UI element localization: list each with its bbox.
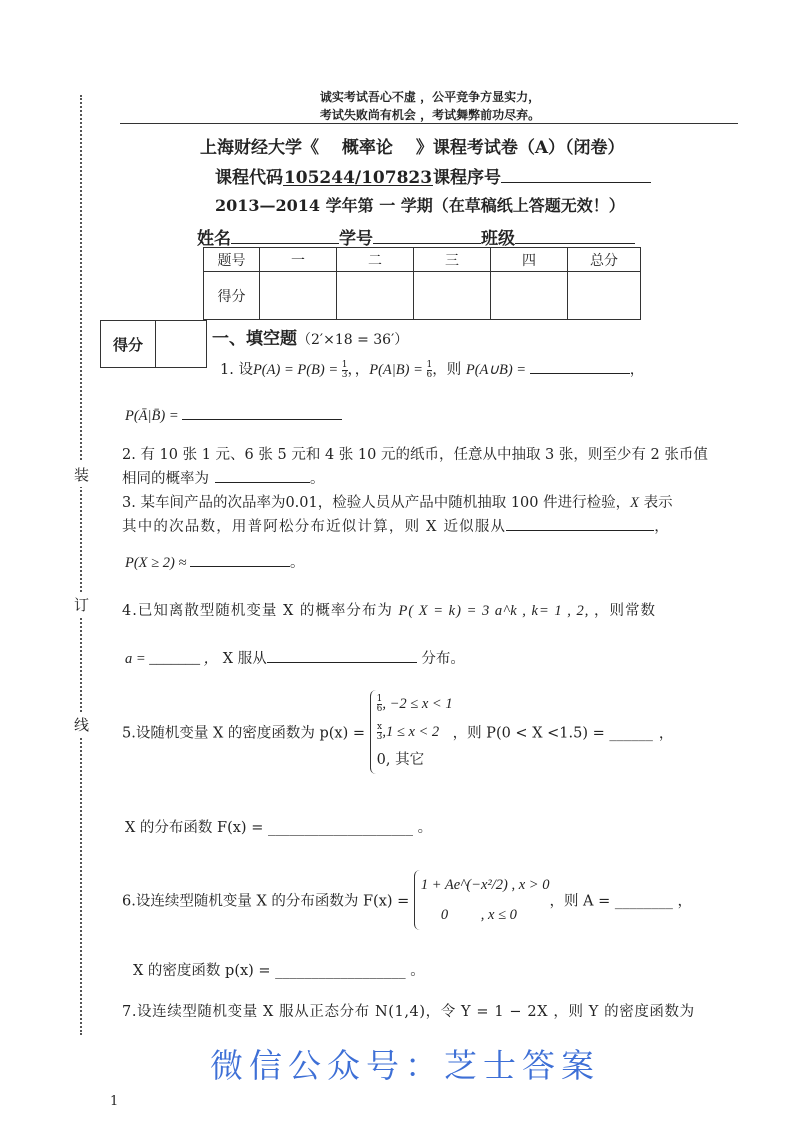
score-cell	[260, 272, 337, 320]
q1-text: ，则	[432, 362, 466, 378]
q3-text: 其中的次品数，用普阿松分布近似计算，则 X 近似服从	[122, 519, 507, 535]
q3-text: ，	[654, 519, 670, 535]
q6-piecewise	[414, 870, 550, 930]
score-cell	[568, 272, 641, 320]
motto-line-2: 考试失败尚有机会 ，考试舞弊前功尽弃。	[319, 108, 541, 122]
class-label: 班级	[481, 229, 515, 249]
question-2-line-1: 2. 有 10 张 1 元、6 张 5 元和 4 张 10 元的纸币，任意从中抽取 3 张，则至少有 2 张币值	[122, 447, 708, 463]
q4-answer-blank[interactable]	[267, 648, 417, 663]
q6-text: 6.设连续型随机变量 X 的分布函数为 F(x) =	[122, 893, 414, 910]
q2-text: 相同的概率为	[122, 471, 209, 487]
question-5	[122, 690, 673, 774]
name-label: 姓名	[197, 229, 231, 249]
q2-text: 。	[310, 471, 325, 487]
watermark: 微信公众号：芝士答案	[210, 1046, 600, 1085]
denominator: 6	[426, 369, 433, 380]
q3-math: P(X ≥ 2) ≈	[125, 555, 191, 571]
section-1-title: 一、填空题	[212, 329, 297, 349]
score-cell	[337, 272, 414, 320]
numerator: 1	[426, 359, 433, 370]
denominator: 6	[376, 703, 383, 714]
course-seq-label: 课程序号	[433, 168, 501, 188]
q3-answer-blank-2[interactable]	[190, 552, 290, 567]
header-cell: 四	[491, 248, 568, 272]
q5-case-2	[377, 718, 453, 746]
term-line: 2013—2014 学年第 一 学期（在草稿纸上答题无效！）	[215, 196, 625, 215]
q6-case-1: 1 + Ae^(−x²/2) , x > 0	[420, 877, 550, 893]
section-1-heading	[212, 324, 408, 349]
q1-math: P(A) = P(B) =	[252, 362, 342, 378]
course-code-text: 105244/107823	[283, 168, 433, 188]
binding-mark-ding: 订	[74, 592, 89, 617]
binding-mark-zhuang: 装	[74, 462, 89, 487]
question-3-line-2	[122, 515, 670, 536]
score-cell	[491, 272, 568, 320]
q2-answer-blank[interactable]	[215, 468, 310, 483]
question-4-line-2	[125, 647, 465, 668]
header-rule	[120, 123, 738, 124]
course-code-value	[283, 168, 433, 186]
question-3-line-1	[122, 491, 673, 512]
question-2-line-2	[122, 467, 325, 488]
q3-text: 表示	[638, 495, 673, 511]
header-cell: 总分	[568, 248, 641, 272]
q1-text: 1. 设	[220, 362, 253, 378]
name-field[interactable]	[231, 226, 339, 244]
course-code-line	[215, 163, 651, 188]
q3-answer-blank[interactable]	[506, 516, 654, 531]
numerator: 1	[341, 359, 348, 370]
q1-answer-blank[interactable]	[530, 359, 630, 374]
question-7: 7.设连续型随机变量 X 服从正态分布 N(1,4)，令 Y = 1 − 2X ，则 Y 的密度函数为	[122, 1004, 695, 1020]
score-table-row	[204, 272, 641, 320]
question-4-line-1	[122, 599, 656, 620]
case-text: , −2 ≤ x < 1	[382, 696, 453, 712]
denominator: 3	[376, 731, 383, 742]
exam-title: 上海财经大学《 概率论 》课程考试卷（A）（闭卷）	[200, 138, 625, 158]
header-cell: 一	[260, 248, 337, 272]
q4-math: a = _______ ，	[125, 651, 219, 667]
denominator: 3	[341, 369, 348, 380]
binding-dotted-line	[80, 95, 82, 1035]
question-6	[122, 870, 692, 930]
q5-piecewise	[370, 690, 453, 774]
motto-line-1: 诚实考试吾心不虚 ，公平竞争方显实力，	[319, 90, 541, 104]
q3-math: X	[630, 495, 639, 511]
question-1	[220, 358, 644, 380]
q4-text: 4.已知离散型随机变量 X 的概率分布为	[122, 603, 399, 619]
q4-formula: P( X = k) = 3 a^k , k= 1 , 2,	[398, 603, 595, 619]
q5-case-1	[377, 690, 453, 718]
q1-text: ，	[629, 362, 645, 378]
question-1-line-2	[125, 405, 342, 425]
q5-text: ，	[658, 725, 674, 742]
q1-math: P(Ā|B̄) =	[125, 408, 183, 424]
question-5-line-2: X 的分布函数 F(x) = ____________________ 。	[125, 820, 433, 836]
class-field[interactable]	[515, 226, 635, 244]
score-table-header	[204, 248, 641, 272]
numerator: 1	[376, 693, 383, 704]
q6-case-2: 0 , x ≤ 0	[440, 907, 517, 923]
q4-text: 分布。	[416, 651, 465, 667]
q6-text: ，则 A = ________ ，	[549, 893, 693, 910]
case-text: ,1 ≤ x < 2	[382, 724, 440, 740]
q5-text: ，则 P(0 < X <1.5) = ______	[452, 725, 653, 742]
id-label: 学号	[339, 229, 373, 249]
q3-text: 。	[290, 555, 305, 571]
header-cell: 三	[414, 248, 491, 272]
q4-text: ，则常数	[594, 603, 657, 619]
course-code-label: 课程代码	[215, 168, 283, 188]
student-info-line	[197, 224, 635, 249]
q3-text: 3. 某车间产品的次品率为0.01，检验人员从产品中随机抽取 100 件进行检验，	[122, 495, 631, 511]
q1-math: P(A|B) =	[369, 362, 427, 378]
section-1-points: （2′×18 = 36′）	[297, 332, 409, 348]
question-6-line-2: X 的密度函数 p(x) = __________________ 。	[133, 963, 425, 979]
section-score-box	[100, 320, 207, 368]
question-3-line-3	[125, 551, 305, 572]
page-number: 1	[110, 1094, 119, 1109]
row-label: 得分	[204, 272, 260, 320]
q1-text: ，，	[347, 362, 370, 378]
q5-case-3: 0, 其它	[376, 752, 425, 768]
score-table	[203, 247, 641, 320]
course-seq-blank	[501, 165, 651, 183]
numerator: x	[376, 721, 383, 732]
section-score-label: 得分	[101, 321, 156, 367]
q1-math: P(A∪B) =	[465, 362, 530, 378]
q5-text: 5.设随机变量 X 的密度函数为 p(x) =	[122, 725, 370, 742]
header-cell: 题号	[204, 248, 260, 272]
binding-mark-xian: 线	[74, 712, 89, 737]
q1-answer-blank-2[interactable]	[182, 405, 342, 420]
score-cell	[414, 272, 491, 320]
q4-text: X 服从	[222, 651, 267, 667]
header-cell: 二	[337, 248, 414, 272]
student-id-field[interactable]	[373, 226, 481, 244]
